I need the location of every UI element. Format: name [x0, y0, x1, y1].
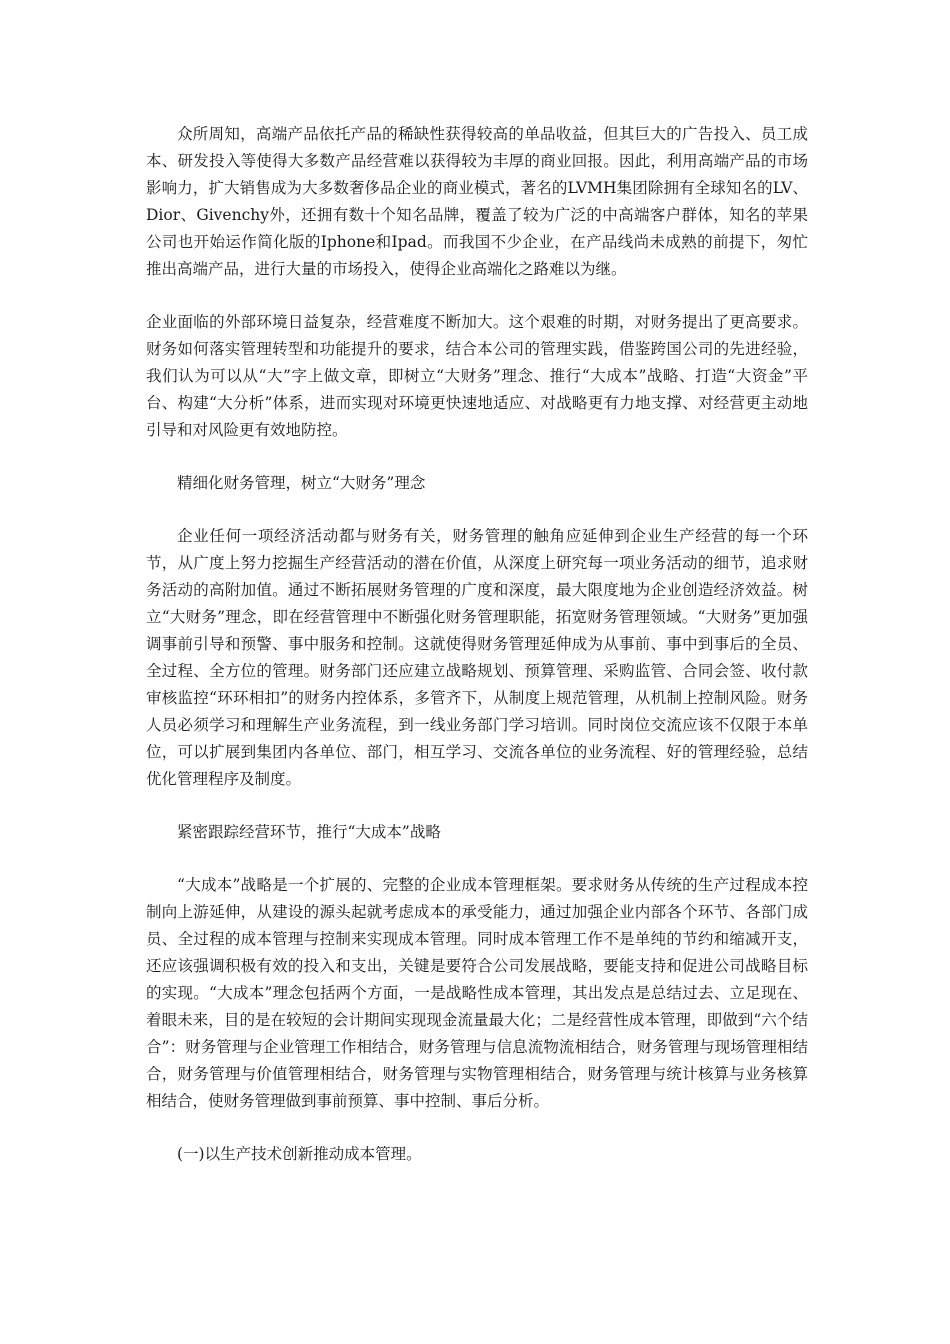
section-heading-big-cost: 紧密跟踪经营环节，推行“大成本”战略	[177, 823, 441, 841]
subsection-heading-technology: (一)以生产技术创新推动成本管理。	[177, 1145, 422, 1163]
paragraph-big-finance: 企业任何一项经济活动都与财务有关，财务管理的触角应延伸到企业生产经营的每一个环节，从广度上努力挖掘生产经营活动的潜在价值，从深度上研究每一项业务活动的细节，追求财务活动的高附加值。通过不断拓展财务管理的广度和深度，最大限度地为企业创造经济效益。树立“大财务”理念，即在经营管理中不断强化财务管理职能，拓宽财务管理领域。“大财务”更加强调事前引导和预警、事中服务和控制。这就使得财务管理延伸成为从事前、事中到事后的全员、全过程、全方位的管理。财务部门还应建立战略规划、预算管理、采购监管、合同会签、收付款审核监控“环环相扣”的财务内控体系，多管齐下，从制度上规范管理，从机制上控制风险。财务人员必须学习和理解生产业务流程，到一线业务部门学习培训。同时岗位交流应该不仅限于本单位，可以扩展到集团内各单位、部门，相互学习、交流各单位的业务流程、好的管理经验，总结优化管理程序及制度。	[146, 527, 808, 788]
paragraph-external-environment: 企业面临的外部环境日益复杂，经营难度不断加大。这个艰难的时期，对财务提出了更高要求。财务如何落实管理转型和功能提升的要求，结合本公司的管理实践，借鉴跨国公司的先进经验，我们认为可以从“大”字上做文章，即树立“大财务”理念、推行“大成本”战略、打造“大资金”平台、构建“大分析”体系，进而实现对环境更快速地适应、对战略更有力地支撑、对经营更主动地引导和对风险更有效地防控。	[146, 313, 808, 439]
paragraph-big-cost: “大成本”战略是一个扩展的、完整的企业成本管理框架。要求财务从传统的生产过程成本控制向上游延伸，从建设的源头起就考虑成本的承受能力，通过加强企业内部各个环节、各部门成员、全过程的成本管理与控制来实现成本管理。同时成本管理工作不是单纯的节约和缩减开支，还应该强调积极有效的投入和支出，关键是要符合公司发展战略，要能支持和促进公司战略目标的实现。“大成本”理念包括两个方面，一是战略性成本管理，其出发点是总结过去、立足现在、着眼未来，目的是在较短的会计期间实现现金流量最大化；二是经营性成本管理，即做到“六个结合”：财务管理与企业管理工作相结合，财务管理与信息流物流相结合，财务管理与现场管理相结合，财务管理与价值管理相结合，财务管理与实物管理相结合，财务管理与统计核算与业务核算相结合，使财务管理做到事前预算、事中控制、事后分析。	[146, 876, 808, 1110]
paragraph-high-end-products: 众所周知，高端产品依托产品的稀缺性获得较高的单品收益，但其巨大的广告投入、员工成本、研发投入等使得大多数产品经营难以获得较为丰厚的商业回报。因此，利用高端产品的市场影响力，扩大销售成为大多数奢侈品企业的商业模式，著名的LVMH集团除拥有全球知名的LV、Dior、Givenchy外，还拥有数十个知名品牌，覆盖了较为广泛的中高端客户群体，知名的苹果公司也开始运作简化版的Iphone和Ipad。而我国不少企业，在产品线尚未成熟的前提下，匆忙推出高端产品，进行大量的市场投入，使得企业高端化之路难以为继。	[146, 125, 808, 278]
document-body	[146, 121, 808, 1194]
section-heading-big-finance: 精细化财务管理，树立“大财务”理念	[177, 474, 426, 492]
